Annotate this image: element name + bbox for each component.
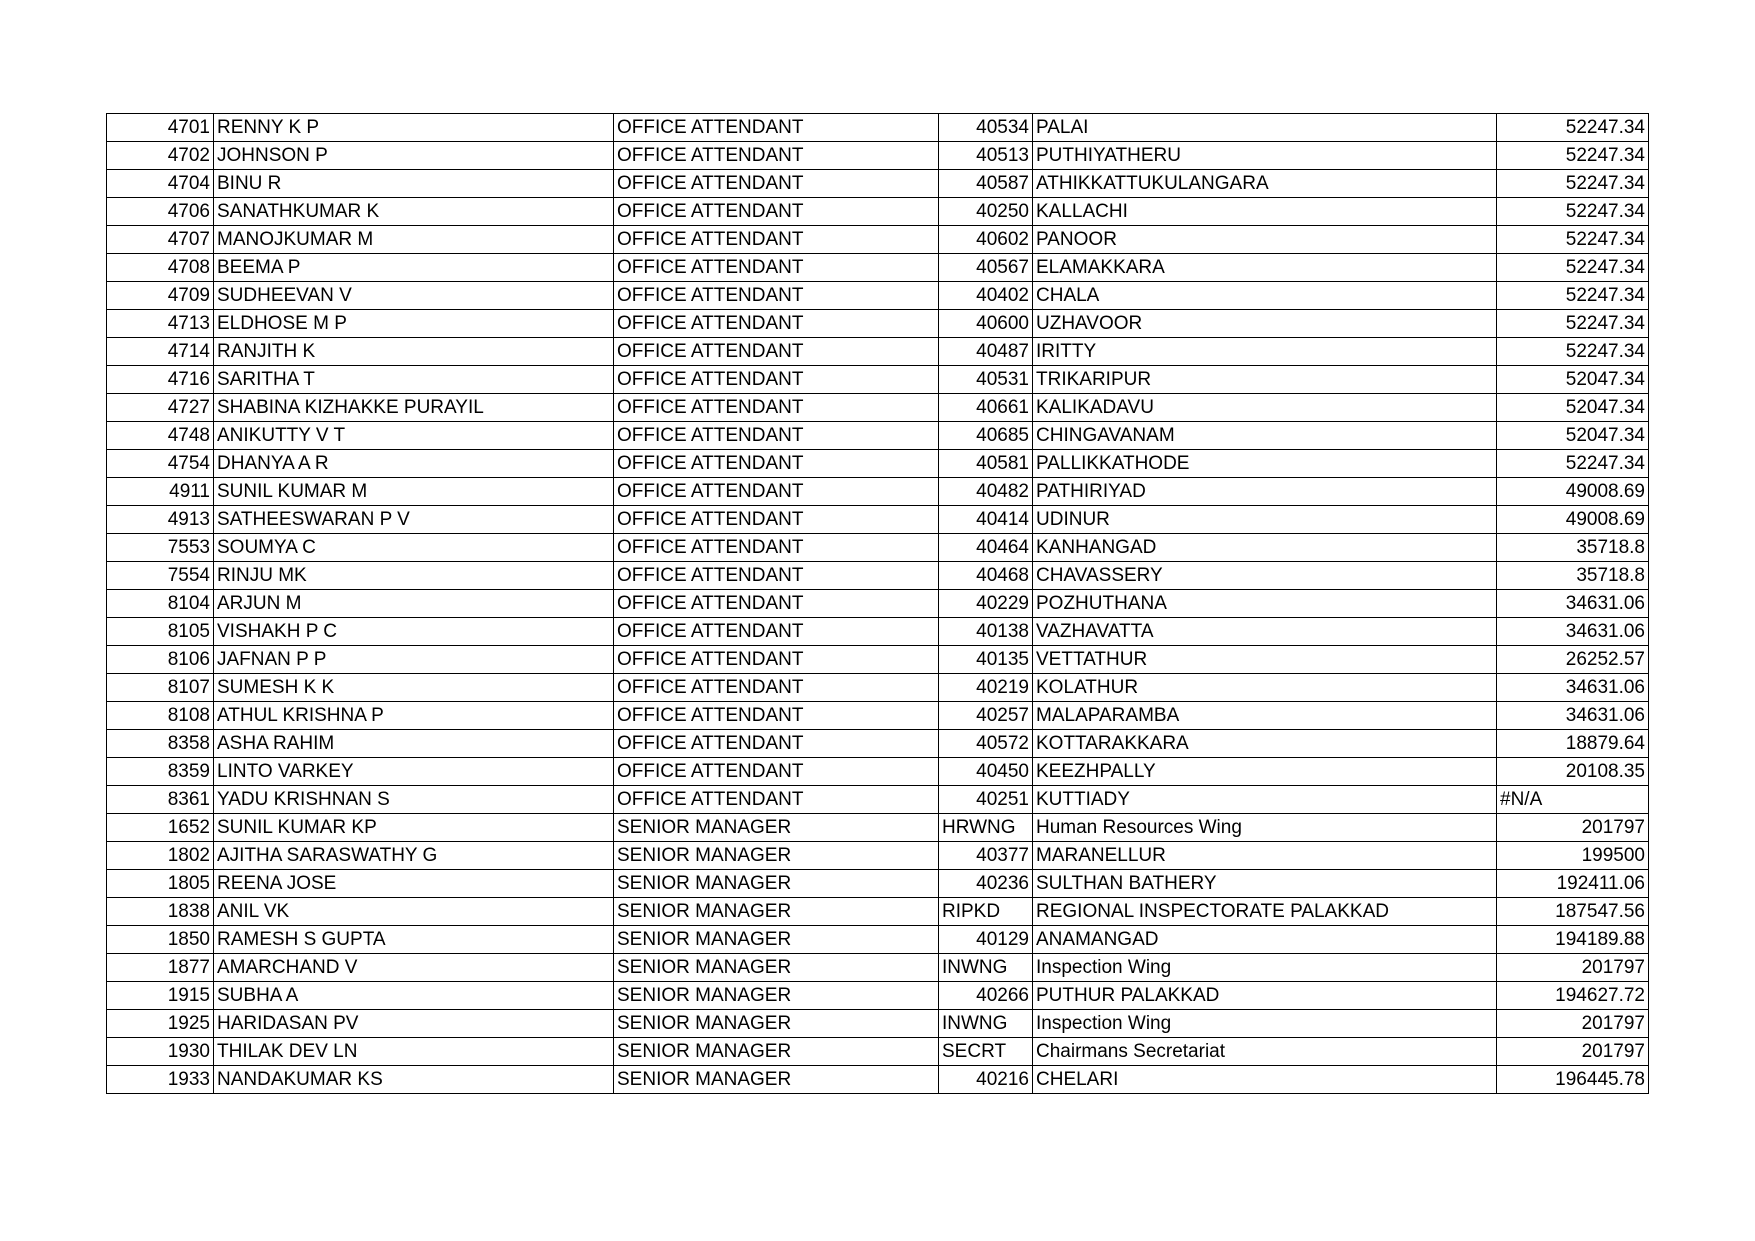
employee-name-cell: BEEMA P xyxy=(214,254,614,282)
employee-name-cell: SUDHEEVAN V xyxy=(214,282,614,310)
table-row xyxy=(107,814,1649,842)
employee-id-cell: 7554 xyxy=(107,562,214,590)
office-code-cell: SECRT xyxy=(939,1038,1033,1066)
employee-name-cell: SUBHA A xyxy=(214,982,614,1010)
office-code-cell: 40450 xyxy=(939,758,1033,786)
employee-id-cell: 4706 xyxy=(107,198,214,226)
employee-name-cell: RANJITH K xyxy=(214,338,614,366)
amount-cell: 52247.34 xyxy=(1497,254,1649,282)
designation-cell: OFFICE ATTENDANT xyxy=(614,562,939,590)
employee-id-cell: 8108 xyxy=(107,702,214,730)
designation-cell: OFFICE ATTENDANT xyxy=(614,310,939,338)
amount-cell: 35718.8 xyxy=(1497,562,1649,590)
employee-name-cell: SUMESH K K xyxy=(214,674,614,702)
employee-name-cell: SUNIL KUMAR M xyxy=(214,478,614,506)
designation-cell: OFFICE ATTENDANT xyxy=(614,226,939,254)
amount-cell: 52047.34 xyxy=(1497,366,1649,394)
office-code-cell: 40661 xyxy=(939,394,1033,422)
office-name-cell: PATHIRIYAD xyxy=(1033,478,1497,506)
office-code-cell: 40534 xyxy=(939,114,1033,142)
employee-name-cell: RAMESH S GUPTA xyxy=(214,926,614,954)
employee-id-cell: 4708 xyxy=(107,254,214,282)
amount-cell: 52247.34 xyxy=(1497,450,1649,478)
amount-cell: 34631.06 xyxy=(1497,702,1649,730)
office-code-cell: 40216 xyxy=(939,1066,1033,1094)
office-code-cell: INWNG xyxy=(939,1010,1033,1038)
designation-cell: OFFICE ATTENDANT xyxy=(614,282,939,310)
employee-id-cell: 1930 xyxy=(107,1038,214,1066)
designation-cell: OFFICE ATTENDANT xyxy=(614,254,939,282)
employee-id-cell: 8104 xyxy=(107,590,214,618)
office-name-cell: UDINUR xyxy=(1033,506,1497,534)
amount-cell: 201797 xyxy=(1497,814,1649,842)
employee-id-cell: 8106 xyxy=(107,646,214,674)
table-row xyxy=(107,422,1649,450)
office-code-cell: 40531 xyxy=(939,366,1033,394)
employee-name-cell: ATHUL KRISHNA P xyxy=(214,702,614,730)
designation-cell: OFFICE ATTENDANT xyxy=(614,114,939,142)
employee-name-cell: LINTO VARKEY xyxy=(214,758,614,786)
designation-cell: OFFICE ATTENDANT xyxy=(614,786,939,814)
amount-cell: 199500 xyxy=(1497,842,1649,870)
employee-id-cell: 1877 xyxy=(107,954,214,982)
table-row xyxy=(107,954,1649,982)
amount-cell: 52247.34 xyxy=(1497,282,1649,310)
table-row xyxy=(107,254,1649,282)
employee-id-cell: 4707 xyxy=(107,226,214,254)
table-row xyxy=(107,310,1649,338)
office-code-cell: 40587 xyxy=(939,170,1033,198)
employee-id-cell: 8105 xyxy=(107,618,214,646)
office-name-cell: CHAVASSERY xyxy=(1033,562,1497,590)
designation-cell: OFFICE ATTENDANT xyxy=(614,506,939,534)
office-name-cell: UZHAVOOR xyxy=(1033,310,1497,338)
employee-name-cell: MANOJKUMAR M xyxy=(214,226,614,254)
employee-id-cell: 8359 xyxy=(107,758,214,786)
employee-name-cell: ELDHOSE M P xyxy=(214,310,614,338)
office-name-cell: KANHANGAD xyxy=(1033,534,1497,562)
office-name-cell: PALAI xyxy=(1033,114,1497,142)
office-code-cell: 40236 xyxy=(939,870,1033,898)
amount-cell: 196445.78 xyxy=(1497,1066,1649,1094)
office-name-cell: KUTTIADY xyxy=(1033,786,1497,814)
office-code-cell: 40402 xyxy=(939,282,1033,310)
table-row xyxy=(107,870,1649,898)
employee-name-cell: RINJU MK xyxy=(214,562,614,590)
table-row xyxy=(107,898,1649,926)
designation-cell: OFFICE ATTENDANT xyxy=(614,674,939,702)
office-name-cell: MARANELLUR xyxy=(1033,842,1497,870)
employee-id-cell: 8358 xyxy=(107,730,214,758)
employee-name-cell: VISHAKH P C xyxy=(214,618,614,646)
table-row xyxy=(107,198,1649,226)
employee-id-cell: 4709 xyxy=(107,282,214,310)
employee-id-cell: 4913 xyxy=(107,506,214,534)
designation-cell: SENIOR MANAGER xyxy=(614,1010,939,1038)
office-code-cell: 40377 xyxy=(939,842,1033,870)
employee-name-cell: YADU KRISHNAN S xyxy=(214,786,614,814)
table-row xyxy=(107,618,1649,646)
designation-cell: OFFICE ATTENDANT xyxy=(614,646,939,674)
office-code-cell: 40250 xyxy=(939,198,1033,226)
employee-name-cell: ARJUN M xyxy=(214,590,614,618)
table-row xyxy=(107,114,1649,142)
table-row xyxy=(107,478,1649,506)
amount-cell: 201797 xyxy=(1497,954,1649,982)
office-name-cell: KOLATHUR xyxy=(1033,674,1497,702)
office-code-cell: 40229 xyxy=(939,590,1033,618)
office-code-cell: 40138 xyxy=(939,618,1033,646)
office-code-cell: 40581 xyxy=(939,450,1033,478)
designation-cell: OFFICE ATTENDANT xyxy=(614,478,939,506)
amount-cell: 201797 xyxy=(1497,1010,1649,1038)
office-code-cell: 40266 xyxy=(939,982,1033,1010)
employee-id-cell: 1915 xyxy=(107,982,214,1010)
employee-id-cell: 4702 xyxy=(107,142,214,170)
office-name-cell: ATHIKKATTUKULANGARA xyxy=(1033,170,1497,198)
office-code-cell: 40219 xyxy=(939,674,1033,702)
employee-name-cell: ANIL VK xyxy=(214,898,614,926)
designation-cell: SENIOR MANAGER xyxy=(614,870,939,898)
designation-cell: OFFICE ATTENDANT xyxy=(614,618,939,646)
table-row xyxy=(107,786,1649,814)
office-code-cell: 40135 xyxy=(939,646,1033,674)
table-row xyxy=(107,730,1649,758)
office-name-cell: VAZHAVATTA xyxy=(1033,618,1497,646)
amount-cell: 52247.34 xyxy=(1497,310,1649,338)
office-code-cell: 40468 xyxy=(939,562,1033,590)
table-row xyxy=(107,1038,1649,1066)
amount-cell: 194189.88 xyxy=(1497,926,1649,954)
office-code-cell: 40600 xyxy=(939,310,1033,338)
office-code-cell: 40257 xyxy=(939,702,1033,730)
office-code-cell: 40602 xyxy=(939,226,1033,254)
designation-cell: OFFICE ATTENDANT xyxy=(614,198,939,226)
amount-cell: 20108.35 xyxy=(1497,758,1649,786)
office-code-cell: 40567 xyxy=(939,254,1033,282)
office-code-cell: RIPKD xyxy=(939,898,1033,926)
amount-cell: 52047.34 xyxy=(1497,394,1649,422)
office-code-cell: 40513 xyxy=(939,142,1033,170)
office-code-cell: 40482 xyxy=(939,478,1033,506)
table-row xyxy=(107,982,1649,1010)
employee-id-cell: 8361 xyxy=(107,786,214,814)
office-name-cell: CHELARI xyxy=(1033,1066,1497,1094)
employee-id-cell: 1652 xyxy=(107,814,214,842)
table-row xyxy=(107,506,1649,534)
employee-id-cell: 1933 xyxy=(107,1066,214,1094)
amount-cell: 18879.64 xyxy=(1497,730,1649,758)
office-code-cell: 40685 xyxy=(939,422,1033,450)
employee-id-cell: 4701 xyxy=(107,114,214,142)
designation-cell: SENIOR MANAGER xyxy=(614,926,939,954)
office-name-cell: SULTHAN BATHERY xyxy=(1033,870,1497,898)
employee-table-body xyxy=(107,114,1649,1094)
office-name-cell: Chairmans Secretariat xyxy=(1033,1038,1497,1066)
designation-cell: SENIOR MANAGER xyxy=(614,1066,939,1094)
designation-cell: OFFICE ATTENDANT xyxy=(614,394,939,422)
table-row xyxy=(107,646,1649,674)
amount-cell: 52247.34 xyxy=(1497,114,1649,142)
employee-name-cell: REENA JOSE xyxy=(214,870,614,898)
employee-id-cell: 1850 xyxy=(107,926,214,954)
employee-name-cell: DHANYA A R xyxy=(214,450,614,478)
designation-cell: OFFICE ATTENDANT xyxy=(614,366,939,394)
office-name-cell: KOTTARAKKARA xyxy=(1033,730,1497,758)
employee-name-cell: HARIDASAN PV xyxy=(214,1010,614,1038)
office-code-cell: HRWNG xyxy=(939,814,1033,842)
amount-cell: 49008.69 xyxy=(1497,506,1649,534)
employee-name-cell: SATHEESWARAN P V xyxy=(214,506,614,534)
office-name-cell: IRITTY xyxy=(1033,338,1497,366)
office-code-cell: 40464 xyxy=(939,534,1033,562)
designation-cell: OFFICE ATTENDANT xyxy=(614,422,939,450)
designation-cell: SENIOR MANAGER xyxy=(614,954,939,982)
office-name-cell: CHALA xyxy=(1033,282,1497,310)
amount-cell: 35718.8 xyxy=(1497,534,1649,562)
employee-name-cell: JAFNAN P P xyxy=(214,646,614,674)
table-row xyxy=(107,1010,1649,1038)
office-code-cell: INWNG xyxy=(939,954,1033,982)
employee-name-cell: SOUMYA C xyxy=(214,534,614,562)
employee-id-cell: 1805 xyxy=(107,870,214,898)
employee-name-cell: AJITHA SARASWATHY G xyxy=(214,842,614,870)
designation-cell: SENIOR MANAGER xyxy=(614,982,939,1010)
amount-cell: 194627.72 xyxy=(1497,982,1649,1010)
amount-cell: 187547.56 xyxy=(1497,898,1649,926)
table-row xyxy=(107,702,1649,730)
designation-cell: SENIOR MANAGER xyxy=(614,842,939,870)
designation-cell: OFFICE ATTENDANT xyxy=(614,170,939,198)
employee-id-cell: 4714 xyxy=(107,338,214,366)
amount-cell: #N/A xyxy=(1497,786,1649,814)
office-name-cell: Human Resources Wing xyxy=(1033,814,1497,842)
employee-table xyxy=(106,113,1649,1094)
amount-cell: 34631.06 xyxy=(1497,674,1649,702)
employee-name-cell: SANATHKUMAR K xyxy=(214,198,614,226)
table-row xyxy=(107,842,1649,870)
employee-name-cell: ASHA RAHIM xyxy=(214,730,614,758)
employee-name-cell: THILAK DEV LN xyxy=(214,1038,614,1066)
amount-cell: 192411.06 xyxy=(1497,870,1649,898)
office-code-cell: 40129 xyxy=(939,926,1033,954)
employee-id-cell: 4748 xyxy=(107,422,214,450)
office-code-cell: 40251 xyxy=(939,786,1033,814)
designation-cell: OFFICE ATTENDANT xyxy=(614,534,939,562)
office-name-cell: POZHUTHANA xyxy=(1033,590,1497,618)
designation-cell: OFFICE ATTENDANT xyxy=(614,590,939,618)
employee-id-cell: 1925 xyxy=(107,1010,214,1038)
office-code-cell: 40572 xyxy=(939,730,1033,758)
employee-id-cell: 4754 xyxy=(107,450,214,478)
office-name-cell: KEEZHPALLY xyxy=(1033,758,1497,786)
office-name-cell: REGIONAL INSPECTORATE PALAKKAD xyxy=(1033,898,1497,926)
office-code-cell: 40414 xyxy=(939,506,1033,534)
office-name-cell: VETTATHUR xyxy=(1033,646,1497,674)
employee-id-cell: 1838 xyxy=(107,898,214,926)
office-name-cell: KALIKADAVU xyxy=(1033,394,1497,422)
designation-cell: OFFICE ATTENDANT xyxy=(614,338,939,366)
amount-cell: 52247.34 xyxy=(1497,338,1649,366)
table-row xyxy=(107,450,1649,478)
office-name-cell: Inspection Wing xyxy=(1033,1010,1497,1038)
office-name-cell: ELAMAKKARA xyxy=(1033,254,1497,282)
table-row xyxy=(107,590,1649,618)
office-name-cell: PALLIKKATHODE xyxy=(1033,450,1497,478)
office-code-cell: 40487 xyxy=(939,338,1033,366)
designation-cell: OFFICE ATTENDANT xyxy=(614,730,939,758)
table-row xyxy=(107,394,1649,422)
employee-name-cell: SUNIL KUMAR KP xyxy=(214,814,614,842)
table-row xyxy=(107,926,1649,954)
office-name-cell: KALLACHI xyxy=(1033,198,1497,226)
employee-name-cell: BINU R xyxy=(214,170,614,198)
table-row xyxy=(107,758,1649,786)
employee-name-cell: ANIKUTTY V T xyxy=(214,422,614,450)
amount-cell: 201797 xyxy=(1497,1038,1649,1066)
amount-cell: 52247.34 xyxy=(1497,226,1649,254)
designation-cell: OFFICE ATTENDANT xyxy=(614,142,939,170)
employee-id-cell: 4704 xyxy=(107,170,214,198)
amount-cell: 52247.34 xyxy=(1497,142,1649,170)
amount-cell: 26252.57 xyxy=(1497,646,1649,674)
employee-id-cell: 4911 xyxy=(107,478,214,506)
designation-cell: OFFICE ATTENDANT xyxy=(614,702,939,730)
amount-cell: 34631.06 xyxy=(1497,618,1649,646)
designation-cell: SENIOR MANAGER xyxy=(614,898,939,926)
amount-cell: 52247.34 xyxy=(1497,198,1649,226)
employee-id-cell: 4716 xyxy=(107,366,214,394)
employee-name-cell: SARITHA T xyxy=(214,366,614,394)
employee-name-cell: JOHNSON P xyxy=(214,142,614,170)
designation-cell: OFFICE ATTENDANT xyxy=(614,758,939,786)
employee-name-cell: RENNY K P xyxy=(214,114,614,142)
table-row xyxy=(107,1066,1649,1094)
office-name-cell: Inspection Wing xyxy=(1033,954,1497,982)
office-name-cell: PUTHIYATHERU xyxy=(1033,142,1497,170)
office-name-cell: PUTHUR PALAKKAD xyxy=(1033,982,1497,1010)
table-row xyxy=(107,282,1649,310)
designation-cell: SENIOR MANAGER xyxy=(614,814,939,842)
table-row xyxy=(107,170,1649,198)
amount-cell: 52247.34 xyxy=(1497,170,1649,198)
designation-cell: OFFICE ATTENDANT xyxy=(614,450,939,478)
amount-cell: 34631.06 xyxy=(1497,590,1649,618)
employee-name-cell: NANDAKUMAR KS xyxy=(214,1066,614,1094)
designation-cell: SENIOR MANAGER xyxy=(614,1038,939,1066)
office-name-cell: MALAPARAMBA xyxy=(1033,702,1497,730)
office-name-cell: TRIKARIPUR xyxy=(1033,366,1497,394)
table-row xyxy=(107,226,1649,254)
office-name-cell: ANAMANGAD xyxy=(1033,926,1497,954)
amount-cell: 49008.69 xyxy=(1497,478,1649,506)
table-row xyxy=(107,338,1649,366)
table-row xyxy=(107,562,1649,590)
employee-id-cell: 4727 xyxy=(107,394,214,422)
employee-id-cell: 7553 xyxy=(107,534,214,562)
table-row xyxy=(107,142,1649,170)
employee-id-cell: 4713 xyxy=(107,310,214,338)
amount-cell: 52047.34 xyxy=(1497,422,1649,450)
office-name-cell: PANOOR xyxy=(1033,226,1497,254)
table-row xyxy=(107,534,1649,562)
table-row xyxy=(107,366,1649,394)
office-name-cell: CHINGAVANAM xyxy=(1033,422,1497,450)
employee-id-cell: 1802 xyxy=(107,842,214,870)
employee-name-cell: SHABINA KIZHAKKE PURAYIL xyxy=(214,394,614,422)
employee-name-cell: AMARCHAND V xyxy=(214,954,614,982)
employee-id-cell: 8107 xyxy=(107,674,214,702)
table-row xyxy=(107,674,1649,702)
